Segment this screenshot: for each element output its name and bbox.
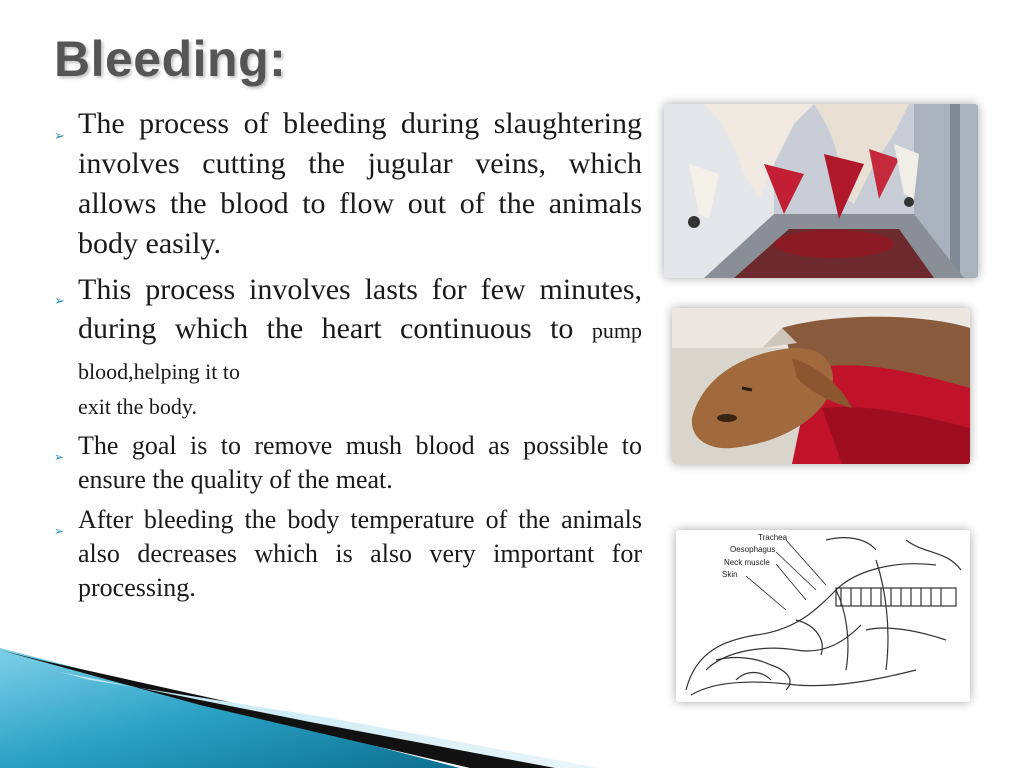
- bullet-item: [48, 503, 642, 605]
- diagram-label-neck-muscle: Neck muscle: [724, 558, 770, 567]
- slide-title: Bleeding:: [54, 31, 287, 87]
- arrow-bullet-icon: ➢: [54, 450, 65, 464]
- diagram-label-trachea: Trachea: [758, 533, 788, 542]
- bullet-text: The goal is to remove mush blood as possible to ensure the quality of the meat.: [78, 431, 642, 494]
- bullet-text-tail: exit the body.: [78, 394, 197, 419]
- slaughtered-sheep-photo: [672, 308, 970, 464]
- bleeding-carcasses-photo: [664, 104, 978, 278]
- bullet-item: [48, 104, 642, 264]
- bullet-text: After bleeding the body temperature of the animals also decreases which is also very important for processing.: [78, 505, 642, 602]
- arrow-bullet-icon: ➢: [54, 129, 65, 144]
- diagram-label-oesophagus: Oesophagus: [730, 545, 776, 554]
- bullet-list: [48, 104, 642, 611]
- bullet-text: The process of bleeding during slaughtering involves cutting the jugular veins, which allows the blood to flow out of the animals body easily.: [78, 107, 642, 260]
- bullet-item: [48, 429, 642, 497]
- bullet-text-large: This process involves lasts for few minutes, during which the heart continuous to: [78, 273, 642, 345]
- arrow-bullet-icon: ➢: [54, 524, 65, 538]
- bullet-text-small: pump blood,helping it to: [78, 318, 642, 384]
- diagram-label-skin: Skin: [722, 570, 738, 579]
- bullet-item: [48, 270, 642, 423]
- arrow-bullet-icon: ➢: [54, 294, 65, 309]
- neck-anatomy-diagram: [676, 530, 970, 702]
